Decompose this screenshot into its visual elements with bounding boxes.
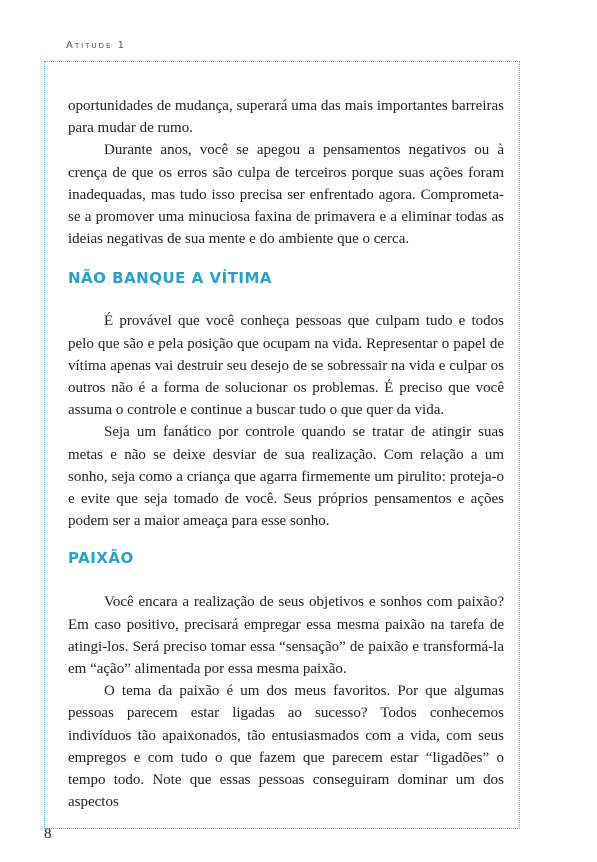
running-header: Atitude 1 xyxy=(66,40,126,51)
section-heading-vitima: NÃO BANQUE A VÍTIMA xyxy=(68,269,273,288)
paragraph-4: Seja um fanático por controle quando se tratar de atingir suas metas e não se deixe desviar de sua realização. Com relação a um sonho, seja como a criança que agarra firmemente um pirulito: proteja-o e evite que seja tomado de você. Seus próprios pensamentos e ações podem ser a maior ameaça para esse sonho. xyxy=(68,424,504,530)
paragraph-6: O tema da paixão é um dos meus favoritos. Por que algumas pessoas parecem estar ligadas ao sucesso? Todos conhecemos indivíduos tão apaixonados, tão entusiasmados com a vida, com seus empregos e com tudo o que fazem que parecem estar “ligadões” o tempo todo. Note que essas pessoas conseguiram dominar um dos aspectos xyxy=(68,683,504,811)
page-number: 8 xyxy=(44,826,52,842)
paragraph-3: É provável que você conheça pessoas que culpam tudo e todos pelo que são e pela posição que ocupam na vida. Representar o papel de vítima apenas vai destruir seu desejo de se sobressair na vida e culpar os outros não é a forma de solucionar os problemas. É preciso que você assuma o controle e continue a buscar tudo o que quer da vida. xyxy=(68,313,504,419)
paragraph-1: oportunidades de mudança, superará uma das mais importantes barreiras para mudar de rumo. xyxy=(68,98,504,137)
paragraph-2: Durante anos, você se apegou a pensamentos negativos ou à crença de que os erros são culpa de terceiros porque suas ações foram inadequadas, mas tudo isso precisa ser enfrentado agora. Comprometa-se a promover uma minuciosa faxina de primavera e a eliminar todas as ideias negativas de sua mente e do ambiente que o cerca. xyxy=(68,142,504,248)
section-heading-paixao: PAIXÃO xyxy=(68,549,134,568)
page-body xyxy=(68,95,504,813)
paragraph-5: Você encara a realização de seus objetivos e sonhos com paixão? Em caso positivo, precisará empregar essa mesma paixão na tarefa de atingi-los. Será preciso tomar essa “sensação” de paixão e transformá-la em “ação” alimentada por essa mesma paixão. xyxy=(68,594,504,678)
